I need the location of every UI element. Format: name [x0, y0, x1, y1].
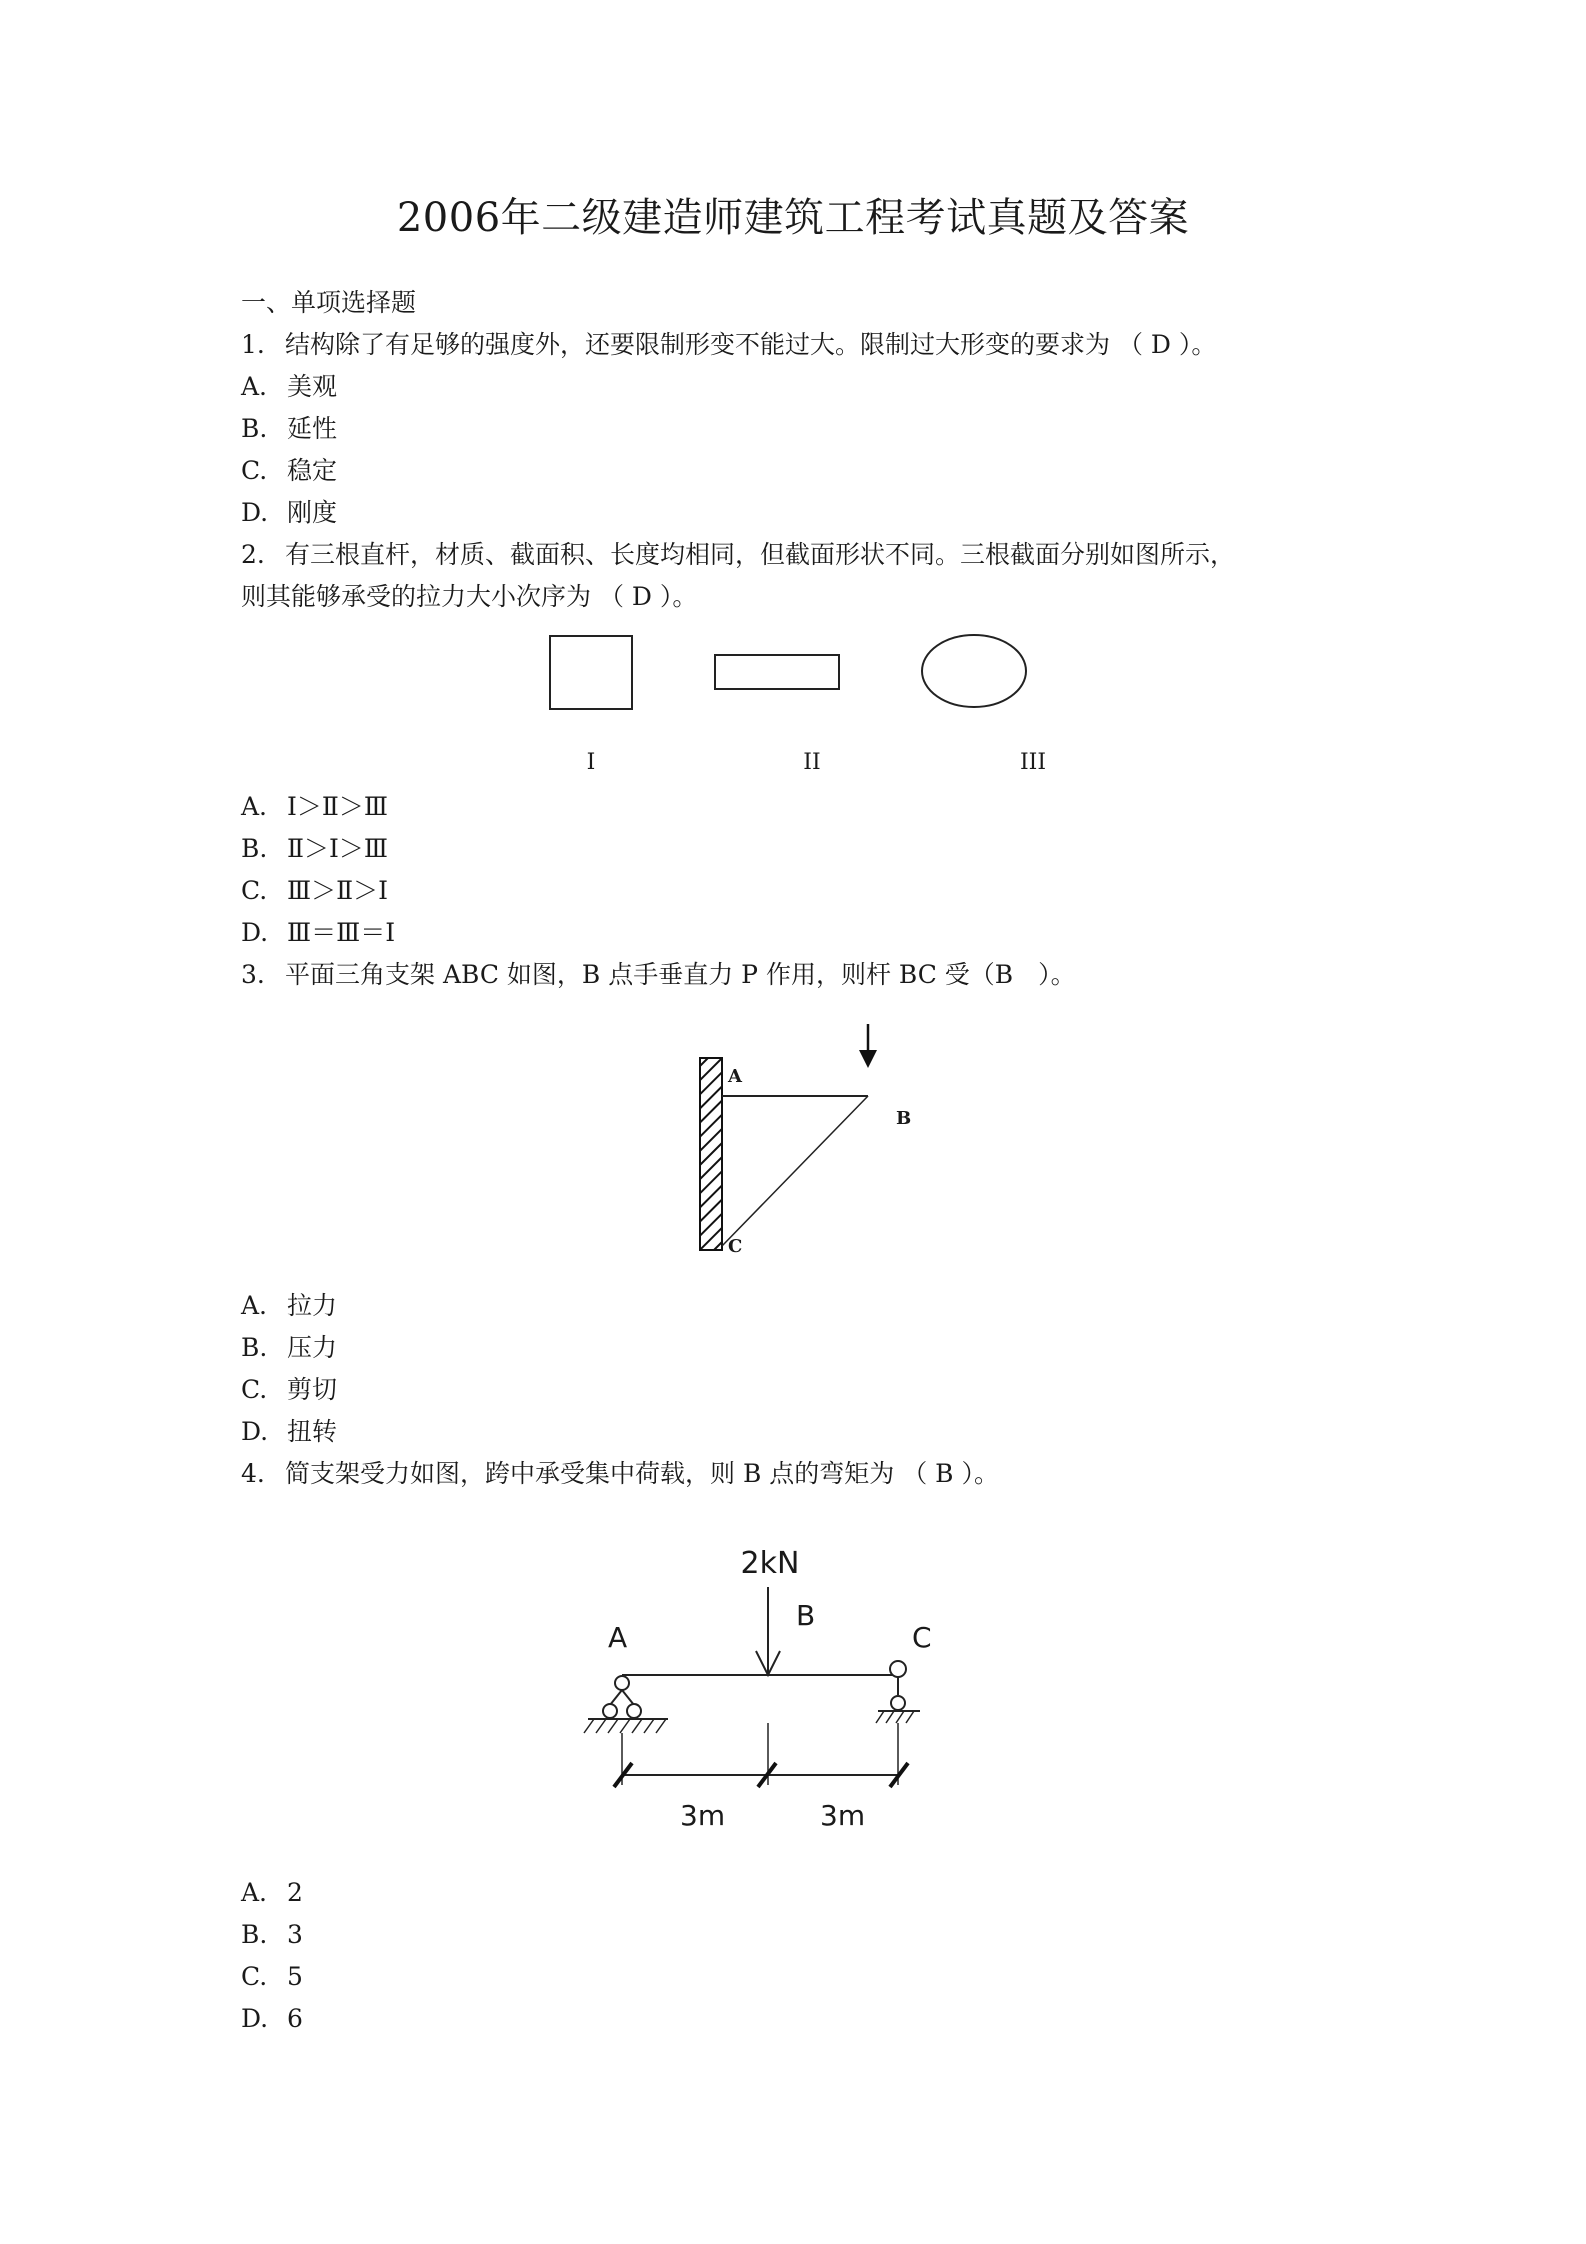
- option-text: Ⅰ＞Ⅱ＞Ⅲ: [287, 792, 388, 821]
- load-label: 2kN: [740, 1546, 800, 1581]
- simply-supported-beam-figure: [578, 1535, 948, 1840]
- option-4c: [241, 1960, 303, 1994]
- question-4: [241, 1457, 999, 1491]
- option-2d: [241, 916, 395, 950]
- option-text: Ⅲ＞Ⅱ＞Ⅰ: [287, 876, 388, 905]
- option-letter: D.: [241, 1417, 269, 1446]
- option-text: 剪切: [287, 1375, 338, 1404]
- ellipse-section: [922, 635, 1026, 707]
- option-text: 压力: [287, 1333, 338, 1362]
- option-letter: A.: [241, 1291, 268, 1320]
- option-text: 3: [287, 1920, 303, 1949]
- option-1a: [241, 370, 337, 404]
- roller-support-right: [876, 1661, 920, 1723]
- option-3b: [241, 1331, 337, 1365]
- question-3: [241, 958, 1076, 992]
- option-letter: C.: [241, 456, 268, 485]
- option-text: Ⅱ＞Ⅰ＞Ⅲ: [287, 834, 388, 863]
- option-text: 美观: [287, 372, 338, 401]
- option-2b: [241, 832, 388, 866]
- point-label-c: C: [912, 1621, 932, 1654]
- option-1b: [241, 412, 337, 446]
- question-number: 1.: [241, 330, 265, 359]
- span-label-1: 3m: [680, 1799, 726, 1832]
- point-label-a: A: [608, 1621, 628, 1654]
- option-4d: [241, 2002, 303, 2036]
- option-text: 扭转: [287, 1417, 338, 1446]
- option-letter: B.: [241, 1920, 268, 1949]
- question-text: 简支架受力如图，跨中承受集中荷载，则 B 点的弯矩为 （ B ）。: [285, 1459, 999, 1488]
- rectangle-section: [715, 655, 839, 689]
- page-title: 2006年二级建造师建筑工程考试真题及答案: [396, 195, 1190, 241]
- option-letter: B.: [241, 414, 268, 443]
- option-letter: A.: [241, 372, 268, 401]
- section-label-1: I: [586, 750, 596, 775]
- option-3d: [241, 1415, 337, 1449]
- question-number: 3.: [241, 960, 265, 989]
- section-heading: 一、单项选择题: [241, 288, 417, 317]
- question-text: 有三根直杆，材质、截面积、长度均相同，但截面形状不同。三根截面分别如图所示，: [285, 540, 1236, 569]
- question-1: [241, 328, 1216, 362]
- question-text: 平面三角支架 ABC 如图，B 点手垂直力 P 作用，则杆 BC 受（B ）。: [285, 960, 1076, 989]
- question-number: 2.: [241, 540, 265, 569]
- square-section: [550, 636, 632, 709]
- option-letter: D.: [241, 498, 269, 527]
- option-letter: B.: [241, 834, 268, 863]
- option-text: 5: [287, 1962, 303, 1991]
- node-label-c: C: [728, 1236, 743, 1257]
- option-3a: [241, 1289, 337, 1323]
- option-letter: C.: [241, 876, 268, 905]
- triangle-bracket-figure: [690, 1018, 930, 1258]
- option-3c: [241, 1373, 337, 1407]
- member-bc: [722, 1096, 868, 1246]
- option-text: 延性: [287, 414, 338, 443]
- pin-support-left: [584, 1676, 668, 1733]
- option-letter: C.: [241, 1375, 268, 1404]
- option-1c: [241, 454, 337, 488]
- option-letter: B.: [241, 1333, 268, 1362]
- option-1d: [241, 496, 337, 530]
- option-letter: A.: [241, 792, 268, 821]
- option-text: 6: [287, 2004, 303, 2033]
- node-label-a: A: [728, 1066, 742, 1087]
- section-label-2: II: [803, 750, 821, 775]
- option-letter: D.: [241, 918, 269, 947]
- span-label-2: 3m: [820, 1799, 866, 1832]
- question-number: 4.: [241, 1459, 265, 1488]
- option-text: 2: [287, 1878, 303, 1907]
- option-letter: A.: [241, 1878, 268, 1907]
- option-text: 稳定: [287, 456, 338, 485]
- question-text: 结构除了有足够的强度外，还要限制形变不能过大。限制过大形变的要求为 （ D ）。: [285, 330, 1217, 359]
- option-2a: [241, 790, 388, 824]
- option-text: 刚度: [287, 498, 338, 527]
- option-text: 拉力: [287, 1291, 338, 1320]
- option-letter: D.: [241, 2004, 269, 2033]
- point-label-b: B: [796, 1599, 816, 1632]
- cross-sections-figure: [540, 625, 1060, 780]
- option-text: Ⅲ＝Ⅲ＝Ⅰ: [287, 918, 396, 947]
- option-2c: [241, 874, 388, 908]
- node-label-b: B: [896, 1108, 912, 1129]
- section-label-3: III: [1019, 750, 1047, 775]
- question-2: [241, 538, 1235, 572]
- question-2-continued: 则其能够承受的拉力大小次序为 （ D ）。: [241, 582, 698, 611]
- option-4b: [241, 1918, 303, 1952]
- option-4a: [241, 1876, 303, 1910]
- wall-support: [700, 1058, 722, 1250]
- force-arrow-head: [859, 1050, 877, 1068]
- option-letter: C.: [241, 1962, 268, 1991]
